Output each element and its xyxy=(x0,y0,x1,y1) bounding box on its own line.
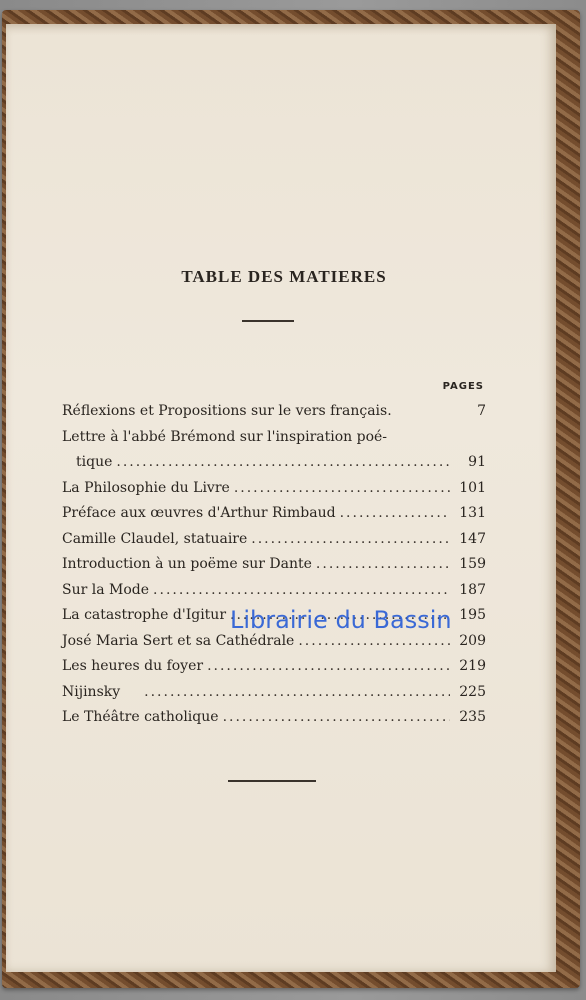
leader-dots xyxy=(144,680,450,706)
toc-entry xyxy=(62,450,486,476)
toc-entry-title: Les heures du foyer xyxy=(62,658,204,674)
title-rule xyxy=(242,320,294,322)
toc-entry-page: 225 xyxy=(459,683,486,700)
closing-rule xyxy=(228,780,316,782)
leader-dots xyxy=(340,501,450,527)
leader-dots xyxy=(251,527,450,553)
toc-entry-page: 195 xyxy=(459,607,486,623)
toc-entry-title: Réflexions et Propositions sur le vers français. xyxy=(62,403,392,419)
toc-entry-title: Introduction à un poëme sur Dante xyxy=(62,556,312,572)
toc-entry-title: Camille Claudel, statuaire xyxy=(62,530,248,547)
toc-entry-page: 147 xyxy=(459,530,486,547)
toc-entry xyxy=(62,578,486,604)
toc-entry-page: 101 xyxy=(459,479,486,496)
toc-entry xyxy=(62,527,486,553)
pages-column-label: PAGES xyxy=(442,381,484,392)
toc-entry-title: Le Théâtre catholique xyxy=(62,709,219,725)
toc-entry-page: 235 xyxy=(459,709,486,725)
toc-entry xyxy=(62,425,486,451)
leader-dots xyxy=(316,552,450,578)
toc-entry-page: 159 xyxy=(459,556,486,572)
book-page xyxy=(6,24,556,972)
toc-entry xyxy=(62,680,486,706)
toc-entry xyxy=(62,399,486,425)
toc-entry xyxy=(62,552,486,578)
table-of-contents xyxy=(62,399,486,731)
toc-entry xyxy=(62,476,486,502)
toc-entry-page: 7 xyxy=(477,403,486,419)
leader-dots xyxy=(116,450,450,476)
toc-entry-title: La Philosophie du Livre xyxy=(62,479,230,496)
toc-entry-title: Sur la Mode xyxy=(62,581,150,598)
toc-entry-title: tique xyxy=(76,454,113,470)
page-title: TABLE DES MATIERES xyxy=(181,267,387,286)
watermark: Librairie du Bassin xyxy=(230,606,452,634)
toc-entry-page: 91 xyxy=(468,454,486,470)
toc-entry-page: 187 xyxy=(459,581,486,598)
toc-entry xyxy=(62,501,486,527)
toc-entry xyxy=(62,705,486,731)
toc-entry-title: Nijinsky xyxy=(62,683,121,700)
toc-entry-page: 219 xyxy=(459,658,486,674)
toc-entry-title: José Maria Sert et sa Cathédrale xyxy=(62,632,295,649)
toc-entry-title: Préface aux œuvres d'Arthur Rimbaud xyxy=(62,505,336,521)
leader-dots xyxy=(234,476,450,502)
toc-entry xyxy=(62,654,486,680)
toc-entry-title: La catastrophe d'Igitur xyxy=(62,607,227,623)
toc-entry-page: 131 xyxy=(459,505,486,521)
leader-dots xyxy=(153,578,450,604)
leader-dots xyxy=(223,705,450,731)
toc-entry-title: Lettre à l'abbé Brémond sur l'inspiration poé- xyxy=(62,428,388,445)
leader-dots xyxy=(207,654,450,680)
toc-entry-page: 209 xyxy=(459,632,486,649)
